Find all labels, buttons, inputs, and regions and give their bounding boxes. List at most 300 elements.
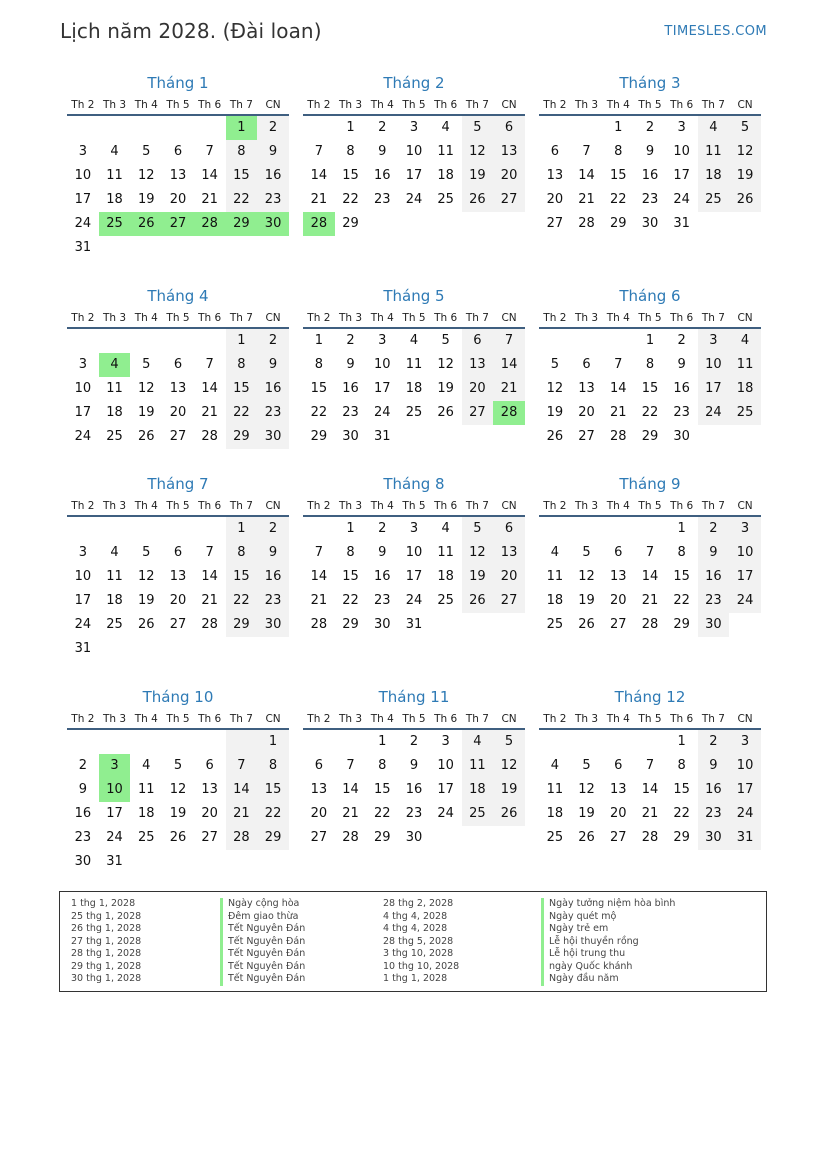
weekday-label: CN — [737, 713, 753, 725]
day-cell: 2 — [78, 758, 87, 773]
day-cell: 2 — [677, 333, 686, 348]
weekday-label: Th 5 — [638, 312, 662, 324]
day-cell: 23 — [641, 192, 659, 207]
day-cell: 29 — [226, 425, 258, 449]
empty-cell — [462, 826, 494, 850]
legend-holiday-name: Tết Nguyên Đán — [220, 973, 305, 986]
day-cell: 18 — [729, 377, 761, 401]
week-row — [67, 565, 289, 589]
day-cell: 30 — [257, 425, 289, 449]
weekday-label: Th 7 — [701, 500, 725, 512]
day-cell: 27 — [462, 401, 494, 425]
day-cell: 19 — [137, 192, 155, 207]
day-cell: 14 — [201, 381, 218, 396]
weekday-label: Th 7 — [701, 99, 725, 111]
day-cell: 6 — [614, 758, 623, 773]
empty-cell — [602, 730, 634, 754]
day-cell: 28 — [226, 826, 258, 850]
legend-holiday-name: Ngày trẻ em — [541, 923, 675, 936]
weekday-label: Th 2 — [71, 713, 95, 725]
day-cell: 29 — [342, 216, 359, 231]
week-row — [539, 730, 761, 754]
brand-link[interactable]: TIMESLES.COM — [664, 24, 767, 39]
day-cell: 18 — [462, 778, 494, 802]
day-cell: 16 — [257, 565, 289, 589]
day-cell: 4 — [729, 329, 761, 353]
day-cell: 27 — [493, 188, 525, 212]
day-cell: 24 — [106, 830, 123, 845]
day-cell: 28 — [201, 429, 218, 444]
day-cell: 19 — [578, 806, 595, 821]
weekday-label: Th 7 — [465, 713, 489, 725]
day-cell: 28 — [310, 617, 328, 632]
day-cell: 26 — [578, 830, 595, 845]
day-cell: 21 — [310, 192, 328, 207]
day-cell: 4 — [698, 116, 730, 140]
day-cell: 5 — [729, 116, 761, 140]
empty-cell — [303, 517, 335, 541]
day-cell: 10 — [405, 545, 423, 560]
empty-cell — [398, 212, 430, 236]
holiday-day-cell: 28 — [303, 212, 335, 236]
weekday-label: Th 6 — [670, 99, 694, 111]
week-row — [67, 236, 289, 260]
day-cell: 3 — [78, 144, 87, 159]
day-cell: 23 — [74, 830, 92, 845]
empty-cell — [130, 116, 162, 140]
empty-cell — [162, 517, 194, 541]
empty-cell — [257, 850, 289, 874]
day-cell: 14 — [609, 381, 627, 396]
legend-holiday-name: Tết Nguyên Đán — [220, 948, 305, 961]
day-cell: 7 — [614, 357, 623, 372]
day-cell: 12 — [729, 140, 761, 164]
weekday-label: CN — [501, 713, 517, 725]
day-cell: 4 — [441, 521, 450, 536]
week-row — [67, 754, 289, 778]
day-cell: 22 — [673, 806, 690, 821]
week-row — [67, 589, 289, 613]
day-cell: 16 — [673, 381, 690, 396]
weekday-label: Th 5 — [402, 312, 426, 324]
day-cell: 5 — [441, 333, 450, 348]
week-row — [303, 116, 525, 140]
day-cell: 14 — [310, 569, 328, 584]
weekday-label: Th 2 — [71, 312, 95, 324]
weekday-label: Th 3 — [103, 713, 127, 725]
day-cell: 3 — [409, 120, 419, 135]
day-cell: 16 — [373, 168, 391, 183]
day-cell: 10 — [729, 541, 761, 565]
month-title: Tháng 3 — [619, 74, 681, 92]
day-cell: 1 — [346, 521, 355, 536]
day-cell: 3 — [378, 333, 387, 348]
day-cell: 12 — [546, 381, 564, 396]
weekday-label: CN — [265, 500, 281, 512]
empty-cell — [162, 850, 194, 874]
empty-cell — [729, 212, 761, 236]
weekday-header — [539, 497, 761, 517]
day-cell: 7 — [314, 545, 323, 560]
legend-date: 28 thg 5, 2028 — [383, 935, 454, 947]
day-cell: 7 — [205, 545, 214, 560]
page-title: Lịch năm 2028. (Đài loan) — [60, 19, 322, 43]
day-cell: 8 — [645, 357, 655, 372]
weekday-label: Th 4 — [134, 99, 158, 111]
day-cell: 21 — [609, 405, 627, 420]
legend-date: 4 thg 4, 2028 — [383, 910, 448, 922]
legend-holiday-name: Tết Nguyên Đán — [220, 936, 305, 949]
day-cell: 30 — [257, 613, 289, 637]
week-row — [303, 425, 525, 449]
day-cell: 23 — [405, 806, 423, 821]
day-cell: 30 — [673, 429, 690, 444]
empty-cell — [194, 730, 226, 754]
day-cell: 22 — [342, 192, 359, 207]
day-cell: 6 — [173, 545, 183, 560]
day-cell: 30 — [405, 830, 423, 845]
weekday-label: Th 3 — [575, 713, 599, 725]
day-cell: 8 — [346, 144, 355, 159]
day-cell: 19 — [137, 593, 155, 608]
legend-date: 28 thg 1, 2028 — [71, 948, 142, 959]
day-cell: 18 — [437, 168, 454, 183]
month-11 — [303, 686, 525, 850]
empty-cell — [130, 329, 162, 353]
day-cell: 16 — [342, 381, 359, 396]
empty-cell — [571, 116, 603, 140]
weekday-label: Th 7 — [465, 312, 489, 324]
empty-cell — [162, 730, 194, 754]
day-cell: 19 — [578, 593, 595, 608]
weekday-label: Th 3 — [103, 312, 127, 324]
week-row — [67, 802, 289, 826]
weekday-header — [303, 710, 525, 730]
day-cell: 26 — [169, 830, 187, 845]
empty-cell — [493, 425, 525, 449]
day-cell: 27 — [578, 429, 595, 444]
weekday-label: CN — [501, 500, 517, 512]
week-row — [67, 353, 289, 377]
day-cell: 8 — [314, 357, 323, 372]
legend-holiday-name: Ngày tưởng niệm hòa bình — [541, 898, 675, 911]
empty-cell — [303, 730, 335, 754]
day-cell: 24 — [405, 192, 423, 207]
week-row — [303, 541, 525, 565]
month-title: Tháng 7 — [147, 475, 209, 493]
empty-cell — [698, 212, 730, 236]
empty-cell — [571, 329, 603, 353]
week-row — [303, 517, 525, 541]
week-row — [303, 826, 525, 850]
day-cell: 27 — [546, 216, 564, 231]
day-cell: 25 — [405, 405, 423, 420]
day-cell: 11 — [698, 140, 730, 164]
weekday-header — [303, 497, 525, 517]
day-cell: 29 — [641, 429, 659, 444]
legend-date: 4 thg 4, 2028 — [383, 923, 448, 934]
week-row — [539, 212, 761, 236]
day-cell: 20 — [169, 593, 187, 608]
empty-cell — [539, 116, 571, 140]
day-cell: 1 — [226, 329, 258, 353]
day-cell: 26 — [137, 429, 155, 444]
day-cell: 7 — [205, 144, 214, 159]
week-row — [303, 212, 525, 236]
day-cell: 19 — [437, 381, 454, 396]
day-cell: 17 — [106, 806, 123, 821]
day-cell: 15 — [609, 168, 627, 183]
day-cell: 12 — [437, 357, 454, 372]
day-cell: 5 — [550, 357, 559, 372]
day-cell: 6 — [493, 116, 525, 140]
day-cell: 20 — [578, 405, 595, 420]
day-cell: 23 — [257, 401, 289, 425]
day-cell: 24 — [74, 617, 92, 632]
month-title: Tháng 1 — [147, 74, 209, 92]
day-cell: 17 — [673, 168, 690, 183]
weekday-label: Th 7 — [229, 312, 253, 324]
legend-holiday-name: Tết Nguyên Đán — [220, 923, 305, 936]
week-row — [539, 401, 761, 425]
day-cell: 2 — [409, 734, 419, 749]
day-cell: 16 — [74, 806, 92, 821]
day-cell: 4 — [409, 333, 419, 348]
day-cell: 15 — [342, 168, 359, 183]
week-row — [539, 565, 761, 589]
day-cell: 26 — [578, 617, 595, 632]
day-cell: 11 — [137, 782, 155, 797]
day-cell: 6 — [493, 517, 525, 541]
weekday-label: Th 4 — [134, 713, 158, 725]
weekday-header — [67, 497, 289, 517]
day-cell: 27 — [201, 830, 218, 845]
day-cell: 2 — [257, 517, 289, 541]
day-cell: 21 — [641, 806, 659, 821]
weekday-label: Th 6 — [670, 713, 694, 725]
day-cell: 24 — [437, 806, 454, 821]
legend-date: 27 thg 1, 2028 — [71, 935, 142, 947]
day-cell: 16 — [373, 569, 391, 584]
empty-cell — [194, 850, 226, 874]
empty-cell — [257, 236, 289, 260]
empty-cell — [335, 730, 367, 754]
day-cell: 19 — [493, 778, 525, 802]
day-cell: 9 — [257, 140, 289, 164]
month-9 — [539, 473, 761, 637]
day-cell: 15 — [673, 782, 690, 797]
month-title: Tháng 8 — [383, 475, 445, 493]
empty-cell — [162, 329, 194, 353]
day-cell: 18 — [546, 806, 564, 821]
day-cell: 10 — [405, 144, 423, 159]
day-cell: 5 — [142, 357, 151, 372]
empty-cell — [67, 517, 99, 541]
day-cell: 8 — [378, 758, 387, 773]
day-cell: 29 — [342, 617, 359, 632]
day-cell: 17 — [698, 377, 730, 401]
week-row — [67, 377, 289, 401]
week-row — [67, 401, 289, 425]
day-cell: 1 — [645, 333, 655, 348]
week-row — [303, 589, 525, 613]
day-cell: 17 — [729, 565, 761, 589]
legend-names-right — [541, 898, 675, 986]
empty-cell — [162, 116, 194, 140]
day-cell: 9 — [257, 353, 289, 377]
empty-cell — [194, 637, 226, 661]
weekday-label: CN — [265, 312, 281, 324]
empty-cell — [430, 613, 462, 637]
day-cell: 22 — [226, 589, 258, 613]
day-cell: 24 — [729, 802, 761, 826]
holiday-day-cell: 4 — [99, 353, 131, 377]
week-row — [539, 188, 761, 212]
empty-cell — [130, 517, 162, 541]
day-cell: 3 — [729, 517, 761, 541]
day-cell: 11 — [106, 569, 123, 584]
day-cell: 17 — [74, 192, 92, 207]
day-cell: 23 — [373, 192, 391, 207]
day-cell: 7 — [314, 144, 323, 159]
day-cell: 16 — [257, 164, 289, 188]
empty-cell — [462, 613, 494, 637]
day-cell: 23 — [257, 589, 289, 613]
day-cell: 27 — [169, 429, 187, 444]
month-title: Tháng 5 — [383, 287, 445, 305]
day-cell: 3 — [78, 545, 87, 560]
legend-date: 29 thg 1, 2028 — [71, 960, 142, 972]
day-cell: 8 — [226, 140, 258, 164]
weekday-label: Th 5 — [166, 312, 190, 324]
weekday-label: Th 5 — [402, 99, 426, 111]
weekday-label: Th 3 — [575, 99, 599, 111]
legend-names-left — [220, 898, 305, 986]
day-cell: 31 — [74, 641, 92, 656]
day-cell: 16 — [405, 782, 423, 797]
day-cell: 24 — [698, 401, 730, 425]
weekday-label: Th 3 — [339, 713, 363, 725]
weekday-label: CN — [265, 713, 281, 725]
day-cell: 30 — [74, 854, 92, 869]
week-row — [539, 778, 761, 802]
week-row — [67, 116, 289, 140]
day-cell: 2 — [378, 521, 387, 536]
day-cell: 12 — [462, 140, 494, 164]
weekday-label: CN — [501, 312, 517, 324]
weekday-label: Th 6 — [434, 312, 458, 324]
day-cell: 10 — [729, 754, 761, 778]
day-cell: 11 — [546, 782, 564, 797]
day-cell: 12 — [462, 541, 494, 565]
day-cell: 28 — [609, 429, 627, 444]
day-cell: 16 — [698, 778, 730, 802]
legend-holiday-name: ngày Quốc khánh — [541, 961, 675, 974]
day-cell: 13 — [169, 569, 187, 584]
weekday-label: CN — [265, 99, 281, 111]
day-cell: 24 — [673, 192, 690, 207]
weekday-label: Th 6 — [434, 713, 458, 725]
day-cell: 20 — [169, 192, 187, 207]
month-title: Tháng 2 — [383, 74, 445, 92]
weekday-label: Th 5 — [638, 500, 662, 512]
day-cell: 18 — [106, 192, 123, 207]
empty-cell — [398, 425, 430, 449]
day-cell: 14 — [342, 782, 359, 797]
day-cell: 24 — [373, 405, 391, 420]
week-row — [539, 377, 761, 401]
month-2 — [303, 72, 525, 236]
day-cell: 7 — [205, 357, 214, 372]
day-cell: 12 — [169, 782, 187, 797]
weekday-label: Th 4 — [134, 312, 158, 324]
day-cell: 14 — [226, 778, 258, 802]
weekday-label: Th 7 — [465, 500, 489, 512]
empty-cell — [571, 517, 603, 541]
empty-cell — [493, 826, 525, 850]
empty-cell — [462, 425, 494, 449]
day-cell: 15 — [342, 569, 359, 584]
week-row — [303, 140, 525, 164]
day-cell: 2 — [257, 329, 289, 353]
weekday-label: Th 4 — [606, 713, 630, 725]
day-cell: 27 — [609, 617, 627, 632]
empty-cell — [366, 212, 398, 236]
day-cell: 27 — [169, 617, 187, 632]
day-cell: 8 — [226, 353, 258, 377]
day-cell: 22 — [609, 192, 627, 207]
legend-date: 3 thg 10, 2028 — [383, 948, 454, 959]
day-cell: 7 — [493, 329, 525, 353]
weekday-label: Th 3 — [339, 99, 363, 111]
day-cell: 27 — [310, 830, 328, 845]
empty-cell — [430, 425, 462, 449]
day-cell: 26 — [493, 802, 525, 826]
weekday-label: Th 6 — [198, 99, 222, 111]
day-cell: 5 — [173, 758, 183, 773]
day-cell: 9 — [378, 144, 387, 159]
empty-cell — [67, 730, 99, 754]
weekday-label: Th 7 — [229, 500, 253, 512]
day-cell: 13 — [546, 168, 564, 183]
day-cell: 7 — [226, 754, 258, 778]
day-cell: 28 — [641, 830, 659, 845]
day-cell: 1 — [226, 517, 258, 541]
day-cell: 18 — [137, 806, 155, 821]
legend-date: 1 thg 1, 2028 — [71, 898, 136, 909]
day-cell: 20 — [169, 405, 187, 420]
legend-holiday-name: Lễ hội thuyền rồng — [541, 936, 675, 949]
day-cell: 23 — [257, 188, 289, 212]
weekday-header — [539, 710, 761, 730]
day-cell: 19 — [462, 164, 494, 188]
weekday-label: Th 5 — [402, 713, 426, 725]
day-cell: 4 — [550, 758, 559, 773]
empty-cell — [130, 730, 162, 754]
day-cell: 10 — [437, 758, 454, 773]
week-row — [539, 613, 761, 637]
empty-cell — [99, 236, 131, 260]
day-cell: 5 — [142, 545, 151, 560]
day-cell: 9 — [409, 758, 419, 773]
day-cell: 25 — [546, 617, 564, 632]
holiday-day-cell: 29 — [226, 212, 258, 236]
day-cell: 14 — [201, 168, 218, 183]
day-cell: 18 — [698, 164, 730, 188]
weekday-label: Th 6 — [198, 713, 222, 725]
weekday-label: Th 2 — [543, 99, 567, 111]
day-cell: 13 — [609, 569, 627, 584]
